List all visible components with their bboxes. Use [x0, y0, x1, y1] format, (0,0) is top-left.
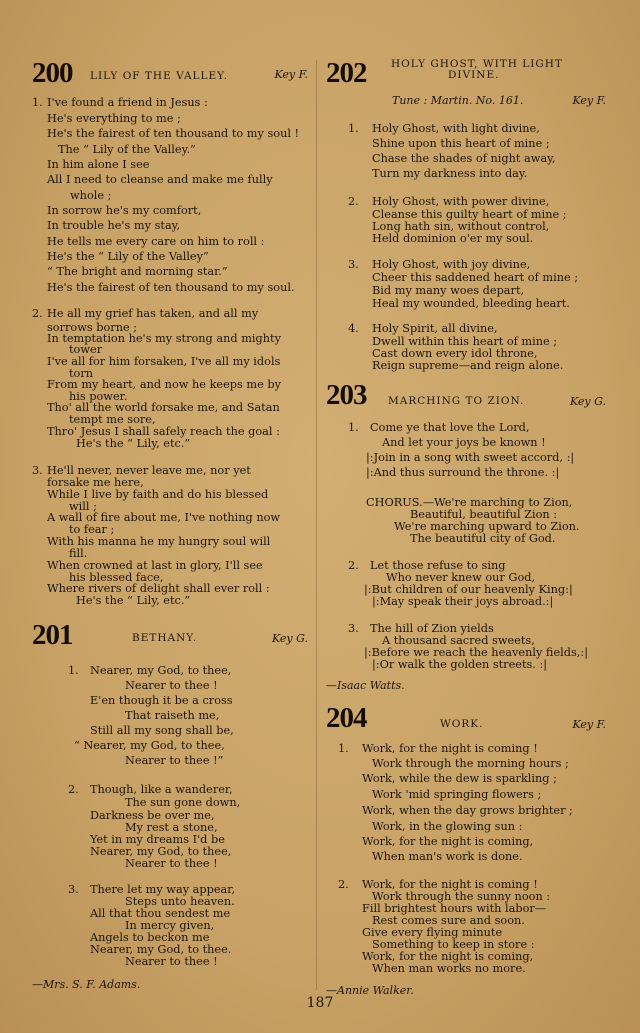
- verse-line: He's the “ Lily of the Valley”: [47, 250, 209, 263]
- verse-line: Work, in the glowing sun :: [372, 820, 523, 833]
- verse-line: He'll never, never leave me, nor yet: [47, 464, 251, 477]
- verse-line: Turn my darkness into day.: [372, 167, 528, 180]
- verse-line: |:And thus surround the throne. :|: [366, 466, 560, 479]
- hymn-title-line2: DIVINE.: [448, 69, 500, 81]
- verse-line: Nearer, my God, to thee.: [90, 943, 232, 956]
- verse-line: Cast down every idol throne,: [372, 347, 538, 360]
- verse-line: In sorrow he's my comfort,: [47, 204, 202, 217]
- verse-line: He's the fairest of ten thousand to my soul !: [47, 127, 300, 140]
- verse-line: forsake me here,: [47, 476, 144, 489]
- verse-line: Let those refuse to sing: [370, 559, 506, 572]
- verse-line: |:Or walk the golden streets. :|: [372, 658, 548, 671]
- hymn-title: WORK.: [440, 718, 484, 730]
- verse-line: tempt me sore,: [69, 413, 156, 426]
- verse-line: He's everything to me ;: [47, 112, 181, 125]
- verse-line: Who never knew our God,: [386, 571, 536, 584]
- hymn-204: [326, 702, 606, 997]
- chorus-line: CHORUS.—We're marching to Zion,: [366, 496, 573, 509]
- verse-line: The hill of Zion yields: [370, 622, 494, 635]
- chorus-line: Beautiful, beautiful Zion :: [410, 508, 558, 521]
- verse-line: From my heart, and now he keeps me by: [47, 378, 282, 391]
- hymn-number: 202: [326, 57, 367, 89]
- verse-line: Heal my wounded, bleeding heart.: [372, 297, 570, 310]
- hymn-header: [32, 58, 308, 88]
- hymn-number: 204: [326, 702, 367, 734]
- verse-line: Cheer this saddened heart of mine ;: [372, 271, 579, 284]
- verse-number: 3.: [68, 883, 79, 896]
- verse-line: A wall of fire about me, I've nothing now: [47, 511, 281, 524]
- verse-line: will ;: [69, 500, 97, 513]
- verse-line: Nearer to thee !: [125, 955, 218, 968]
- verse-line: There let my way appear,: [90, 883, 236, 896]
- verse-line: “ Nearer, my God, to thee,: [74, 739, 225, 752]
- column-divider: [316, 60, 317, 990]
- hymn-200: [32, 57, 308, 607]
- verse-line: Thro' Jesus I shall safely reach the goal :: [47, 425, 280, 438]
- verse-line: Nearer to thee !”: [125, 754, 224, 767]
- verse-line: Holy Spirit, all divine,: [372, 322, 498, 335]
- verse-line: Nearer to thee !: [125, 857, 218, 870]
- verse-line: Though, like a wanderer,: [90, 783, 233, 796]
- hymn-header: [32, 620, 308, 650]
- verse-line: That raiseth me,: [125, 709, 220, 722]
- verse-line: tower: [69, 343, 103, 356]
- verse-number: 1.: [32, 96, 43, 109]
- verse-line: his power.: [69, 390, 128, 403]
- verse-line: Work through the morning hours ;: [372, 757, 569, 770]
- verse-line: In temptation he's my strong and mighty: [47, 332, 281, 345]
- verse-line: Steps unto heaven.: [125, 895, 235, 908]
- verse-line: Work, for the night is coming,: [362, 835, 534, 848]
- verse-line: He all my grief has taken, and all my: [47, 307, 259, 320]
- hymn-201: [32, 619, 308, 991]
- hymn-title: LILY OF THE VALLEY.: [90, 70, 229, 82]
- verse-line: In trouble he's my stay,: [47, 219, 181, 232]
- hymn-key: Key G.: [569, 395, 606, 408]
- hymn-title-line1: HOLY GHOST, WITH LIGHT: [391, 58, 563, 70]
- verse-line: Fill brightest hours with labor—: [362, 902, 547, 915]
- verse-line: While I live by faith and do his blessed: [47, 488, 269, 501]
- verse-line: |:But children of our heavenly King:|: [364, 583, 573, 596]
- verse-line: Work through the sunny noon :: [372, 890, 551, 903]
- chorus-line: We're marching upward to Zion.: [394, 520, 580, 533]
- verse-line: sorrows borne ;: [47, 321, 138, 334]
- verse-line: to fear ;: [69, 523, 115, 536]
- verse-line: |:Join in a song with sweet accord, :|: [366, 451, 575, 464]
- verse-line: He's the “ Lily, etc.”: [76, 594, 191, 607]
- verse-number: 3.: [348, 622, 359, 635]
- verse-number: 2.: [348, 195, 359, 208]
- verse-number: 2.: [348, 559, 359, 572]
- verse-line: Work 'mid springing flowers ;: [372, 788, 542, 801]
- verse-line: In him alone I see: [47, 158, 150, 171]
- page-number: 187: [306, 995, 334, 1011]
- verse-line: A thousand sacred sweets,: [382, 634, 535, 647]
- verse-number: 3.: [348, 258, 359, 271]
- verse-line: And let your joys be known !: [382, 436, 546, 449]
- verse-line: “ The bright and morning star.”: [47, 265, 228, 278]
- verse-line: Held dominion o'er my soul.: [372, 232, 534, 245]
- verse-line: Holy Ghost, with power divine,: [372, 195, 550, 208]
- verse-line: When man's work is done.: [372, 850, 523, 863]
- verse-line: |:Before we reach the heavenly fields,:|: [364, 646, 589, 659]
- verse-number: 3.: [32, 464, 43, 477]
- hymn-202: [326, 57, 606, 372]
- verse-line: Where rivers of delight shall ever roll :: [47, 582, 270, 595]
- hymn-key: Key F.: [274, 68, 308, 81]
- verse-number: 2.: [68, 783, 79, 796]
- verse-number: 4.: [348, 322, 359, 335]
- verse-line: When man works no more.: [372, 962, 526, 975]
- verse-line: Work, for the night is coming !: [362, 742, 538, 755]
- verse-line: In mercy given,: [125, 919, 215, 932]
- hymn-title: MARCHING TO ZION.: [388, 395, 525, 407]
- verse-number: 2.: [338, 878, 349, 891]
- verse-number: 1.: [338, 742, 349, 755]
- verse-line: Dwell within this heart of mine ;: [372, 335, 558, 348]
- verse-line: When crowned at last in glory, I'll see: [47, 559, 263, 572]
- hymn-key: Key F.: [572, 94, 606, 107]
- hymn-number: 203: [326, 379, 367, 411]
- hymn-key: Key F.: [572, 718, 606, 731]
- verse-line: his blessed face,: [69, 571, 164, 584]
- verse-line: All that thou sendest me: [90, 907, 231, 920]
- verse-line: The “ Lily of the Valley.”: [58, 143, 196, 156]
- verse-line: He's the fairest of ten thousand to my soul.: [47, 281, 295, 294]
- verse-line: Nearer, my God, to thee,: [90, 664, 232, 677]
- verse-line: fill.: [69, 547, 88, 560]
- verse-line: Cleanse this guilty heart of mine ;: [372, 208, 567, 221]
- verse-line: Darkness be over me,: [90, 809, 215, 822]
- verse-line: Give every flying minute: [362, 926, 503, 939]
- verse-line: I've found a friend in Jesus :: [47, 96, 208, 109]
- hymn-header: [326, 58, 606, 88]
- hymn-author: —Mrs. S. F. Adams.: [32, 978, 141, 991]
- hymn-title: BETHANY.: [132, 632, 198, 644]
- verse-line: Holy Ghost, with light divine,: [372, 122, 540, 135]
- hymn-header: [326, 703, 606, 733]
- verse-line: Bid my many woes depart,: [372, 284, 525, 297]
- verse-line: Still all my song shall be,: [90, 724, 234, 737]
- verse-number: 2.: [32, 307, 43, 320]
- verse-line: Rest comes sure and soon.: [372, 914, 525, 927]
- hymn-number: 200: [32, 57, 73, 89]
- hymn-key: Key G.: [271, 632, 308, 645]
- hymn-header: [326, 380, 606, 410]
- verse-number: 1.: [68, 664, 79, 677]
- verse-line: My rest a stone,: [125, 821, 218, 834]
- verse-line: Angels to beckon me: [90, 931, 210, 944]
- verse-line: He tells me every care on him to roll :: [47, 235, 265, 248]
- verse-line: whole ;: [70, 189, 112, 202]
- verse-line: Yet in my dreams I'd be: [90, 833, 225, 846]
- verse-line: Holy Ghost, with joy divine,: [372, 258, 531, 271]
- verse-line: E'en though it be a cross: [90, 694, 233, 707]
- verse-line: Nearer, my God, to thee,: [90, 845, 232, 858]
- verse-line: He's the “ Lily, etc.”: [76, 437, 191, 450]
- verse-line: The sun gone down,: [125, 796, 241, 809]
- verse-line: Chase the shades of night away,: [372, 152, 556, 165]
- verse-line: Something to keep in store :: [372, 938, 535, 951]
- hymn-tune: Tune : Martin. No. 161.: [392, 94, 524, 107]
- verse-line: Nearer to thee !: [125, 679, 218, 692]
- verse-line: Come ye that love the Lord,: [370, 421, 530, 434]
- verse-line: Long hath sin, without control,: [372, 220, 550, 233]
- hymn-number: 201: [32, 619, 73, 651]
- verse-number: 1.: [348, 122, 359, 135]
- hymn-author: —Annie Walker.: [326, 984, 414, 997]
- verse-line: Work, when the day grows brighter ;: [362, 804, 573, 817]
- hymn-203: [326, 379, 606, 692]
- verse-line: All I need to cleanse and make me fully: [47, 173, 273, 186]
- chorus-line: The beautiful city of God.: [410, 532, 556, 545]
- verse-line: torn: [69, 367, 94, 380]
- hymn-author: —Isaac Watts.: [326, 679, 405, 692]
- verse-line: I've all for him forsaken, I've all my idols: [47, 355, 281, 368]
- verse-line: Tho' all the world forsake me, and Satan: [47, 401, 280, 414]
- verse-line: Reign supreme—and reign alone.: [372, 359, 564, 372]
- verse-line: |:May speak their joys abroad.:|: [372, 595, 554, 608]
- verse-line: With his manna he my hungry soul will: [47, 535, 271, 548]
- verse-line: Shine upon this heart of mine ;: [372, 137, 550, 150]
- verse-line: Work, for the night is coming,: [362, 950, 534, 963]
- verse-line: Work, for the night is coming !: [362, 878, 538, 891]
- verse-line: Work, while the dew is sparkling ;: [362, 772, 557, 785]
- verse-number: 1.: [348, 421, 359, 434]
